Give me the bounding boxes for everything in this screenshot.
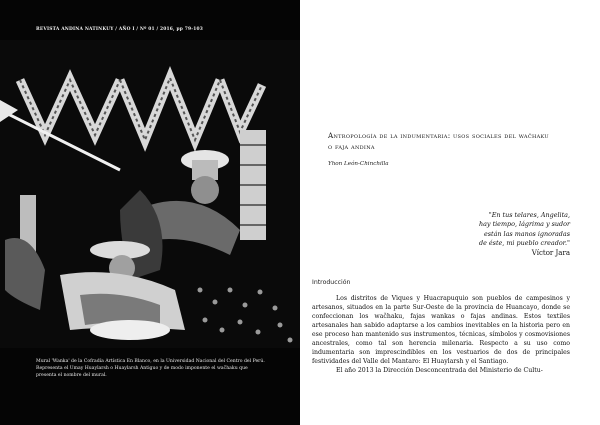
epigraph <box>390 211 570 258</box>
figure-caption: Mural 'Wanka' de la Cofradía Artística En Blanco, en la Universidad Nacional del Centro del Perú. Representa el Umay Huaylarsh o Huaylarsh Antiguo y de modo imponente el wačhaku que presenta el nombre del mural. <box>36 359 265 379</box>
body-text <box>312 295 570 376</box>
epigraph-signature: Víctor Jara <box>531 249 570 258</box>
section-title: Introducción <box>312 279 351 286</box>
author-name: Yhon León-Chinchilla <box>328 161 389 167</box>
right-page <box>300 0 600 425</box>
paragraph: El año 2013 la Dirección Desconcentrada del Ministerio de Cultu- <box>336 366 543 374</box>
running-head: REVISTA ANDINA NATINKUY / AÑO I / Nº 01 / 2016, pp 79-103 <box>36 27 204 32</box>
title-line-2: o faja andina <box>328 142 375 152</box>
mural-image <box>0 40 300 348</box>
article-title <box>328 130 590 152</box>
title-line-1: Antropología de la indumentaria: usos sociales del wačhaku <box>328 131 549 140</box>
epigraph-line: de éste, mi pueblo creador." <box>478 238 570 247</box>
epigraph-line: "En tus telares, Angelita, <box>488 211 570 219</box>
epigraph-line: están las manos ignoradas <box>483 229 570 238</box>
paragraph: Los distritos de Viques y Huacrapuquio son pueblos de campesinos y artesanos, situados en la parte Sur-Oeste de la provincia de Huancayo, donde se confeccionan los wačhaku, fajas wankas o fajas andinas. Estos textiles artesanales han sabido adaptarse a los cambios inevitables en la historia pero en ese proceso han mantenido sus instrumentos, técnicas, símbolos y cosmovisiones ancestrales, como tal son herencia milenaria. Respecto a su uso como indumentaria son imprescindibles en los vestuarios de dos de principales festividades del Valle del Mantaro: El Huaylarsh y el Santiago. <box>312 295 570 365</box>
epigraph-line: hay tiempo, lágrima y sudor <box>479 220 570 229</box>
